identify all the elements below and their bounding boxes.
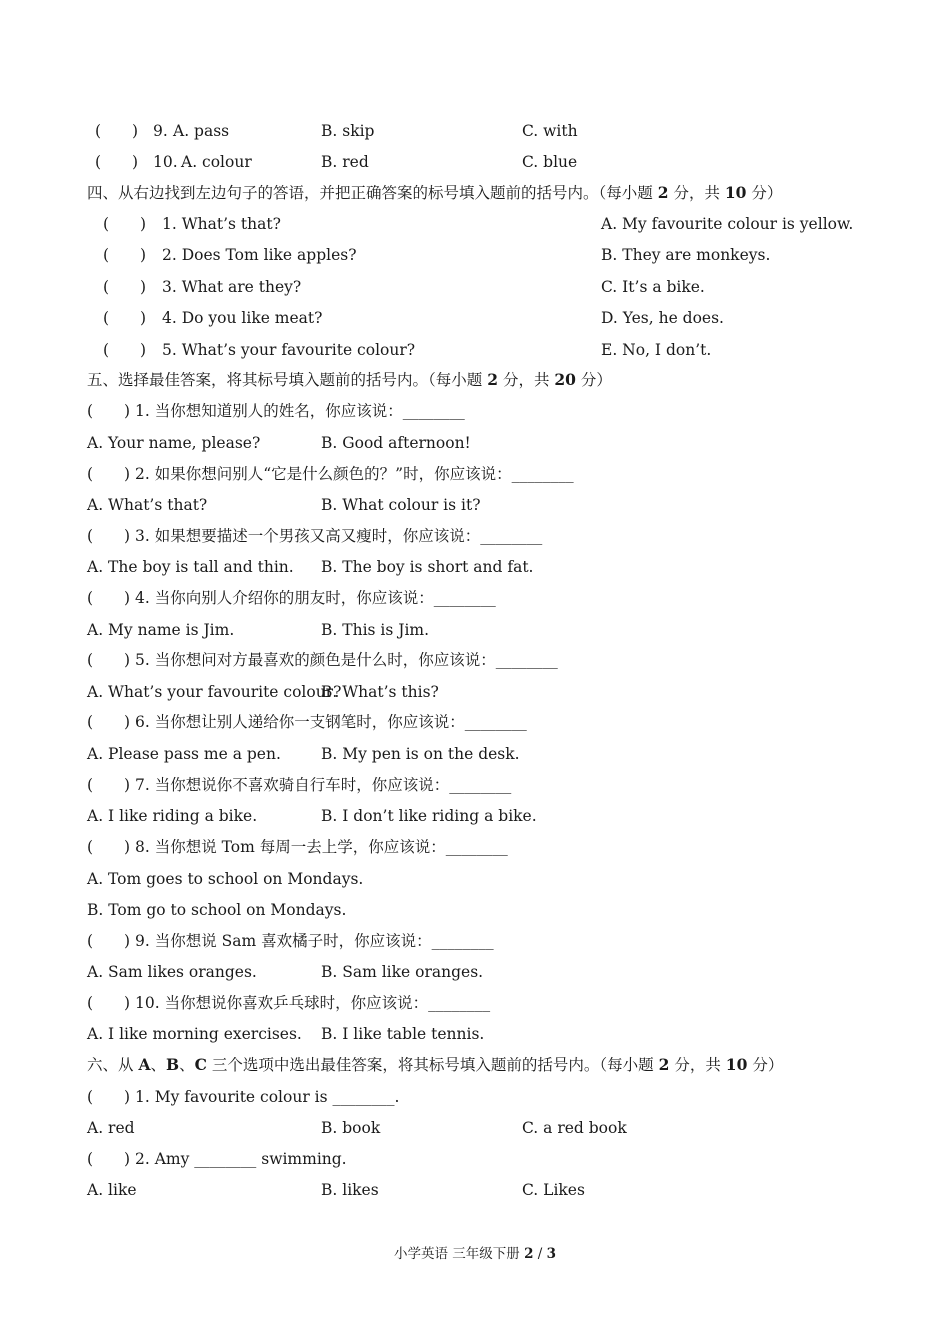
s5-q5: ( ) 5. 当你想问对方最喜欢的颜色是什么时，你应该说：________ [87, 651, 558, 669]
section-4-title: 四、从右边找到左边句子的答语，并把正确答案的标号填入题前的括号内。（每小题 2 分，共 10 分） [87, 183, 783, 202]
exam-page: ( ) 9. A. pass B. skip C. with ( ) 10. A. colour B. red C. blue 四、从右边找到左边句子的答语，并把正确答案的标号填入题前的括号内。（每小题 2 分，共 10 分） ( ) 1. What’s that? A. My favourite colour is yellow. ( ) 2. Does Tom like apples? B. They are monkeys. ( ) 3. What are they? C. It’s a bike. ( ) 4. Do you like meat? D. Yes, he does. ( ) 5. What’s your favourite colour? E. No, I don’t. 五、选择最佳答案，将其标号填入题前的括号内。（每小题 2 分，共 20 分） ( ) 1. 当你想知道别人的姓名，你应该说：________ A. Your name, please? B. Good afternoon! ( ) 2. 如果你想问别人“它是什么颜色的？”时，你应该说：________ A. What’s that? B. What colour is it? ( ) 3. 如果想要描述一个男孩又高又瘦时，你应该说：________ A. The boy is tall and thin. B. The boy is short and fat. ( ) 4. 当你向别人介绍你的朋友时，你应该说：________ A. My name is Jim. B. This is Jim. ( ) 5. 当你想问对方最喜欢的颜色是什么时，你应该说：________ A. What’s your favourite colour? B. What’s this? ( ) 6. 当你想让别人递给你一支钢笔时，你应该说：________ A. Please pass me a pen. B. My pen is on the desk. ( ) 7. 当你想说你不喜欢骑自行车时，你应该说：________ A. I like riding a bike. B. I don’t like riding a bike. ( ) 8. 当你想说 Tom 每周一去上学，你应该说：________ A. Tom goes to school on Mondays. B. Tom go to school on Mondays. ( ) 9. 当你想说 Sam 喜欢橘子时，你应该说：________ A. Sam likes oranges. B. Sam like oranges. ( ) 10. 当你想说你喜欢乒乓球时，你应该说：________ A. I like morning exercises. B. I like table tennis. 六、从 A、B、C 三个选项中选出最佳答案，将其标号填入题前的括号内。（每小题 2 分，共 10 分） ( ) 1. My favourite colour is ________. A. red B. book C. a red book ( ) 2. Amy ________ swimming. A. like B. likes C. Likes 小学英语 三年级下册 2 / 3 [0, 0, 950, 1344]
option-c: C. with [522, 122, 578, 140]
s5-q3: ( ) 3. 如果想要描述一个男孩又高又瘦时，你应该说：________ [87, 527, 543, 545]
s5-q8-option-a: A. Tom goes to school on Mondays. [87, 870, 364, 888]
item-number: 9. [153, 122, 168, 140]
s5-q8: ( ) 8. 当你想说 Tom 每周一去上学，你应该说：________ [87, 838, 508, 856]
s5-q4: ( ) 4. 当你向别人介绍你的朋友时，你应该说：________ [87, 589, 496, 607]
option-a: A. colour [181, 153, 252, 171]
s5-q6: ( ) 6. 当你想让别人递给你一支钢笔时，你应该说：________ [87, 713, 527, 731]
s5-q10: ( ) 10. 当你想说你喜欢乒乓球时，你应该说：________ [87, 994, 491, 1012]
page-footer: 小学英语 三年级下册 2 / 3 [393, 1246, 557, 1262]
s5-q1: ( ) 1. 当你想知道别人的姓名，你应该说：________ [87, 402, 465, 420]
option-b: B. skip [321, 122, 375, 140]
option-a: A. pass [173, 122, 230, 140]
answer-paren: ( ) [95, 153, 139, 171]
section-6-title: 六、从 A、B、C 三个选项中选出最佳答案，将其标号填入题前的括号内。（每小题 2 分，共 10 分） [87, 1055, 784, 1074]
s5-q8-option-b: B. Tom go to school on Mondays. [87, 901, 347, 919]
s6-q2: ( ) 2. Amy ________ swimming. [87, 1150, 347, 1168]
s5-q2: ( ) 2. 如果你想问别人“它是什么颜色的？”时，你应该说：________ [87, 465, 574, 483]
page-number: 2 [524, 1246, 534, 1262]
footer-label: 小学英语 三年级下册 [393, 1246, 520, 1262]
option-c: C. blue [522, 153, 578, 171]
option-b: B. red [321, 153, 369, 171]
s5-q7: ( ) 7. 当你想说你不喜欢骑自行车时，你应该说：________ [87, 776, 512, 794]
page-total: 3 [546, 1246, 557, 1262]
s5-q9: ( ) 9. 当你想说 Sam 喜欢橘子时，你应该说：________ [87, 932, 494, 950]
item-number: 10. [153, 153, 178, 171]
answer-paren: ( ) [95, 122, 139, 140]
section-5-title: 五、选择最佳答案，将其标号填入题前的括号内。（每小题 2 分，共 20 分） [87, 370, 612, 389]
s6-q1: ( ) 1. My favourite colour is ________. [87, 1088, 400, 1106]
